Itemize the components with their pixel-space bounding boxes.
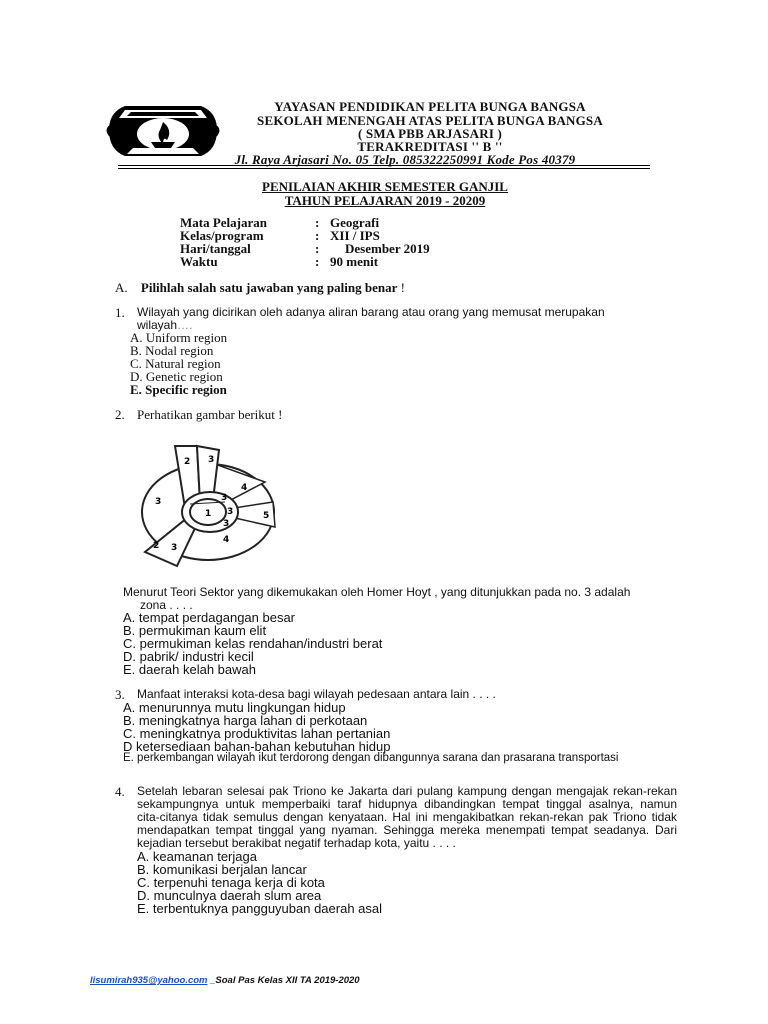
question-text: Setelah lebaran selesai pak Triono ke Jakarta dari pulang kampung dengan mengajak rekan-rekan (137, 784, 677, 798)
diagram-label: 3 (223, 519, 230, 529)
option[interactable]: A. keamanan terjaga (137, 849, 257, 864)
question-number: 1. (115, 305, 125, 320)
diagram-label: 1 (205, 509, 212, 519)
diagram-label: 3 (227, 507, 234, 517)
info-value: XII / IPS (330, 228, 380, 243)
diagram-label: 2 (184, 457, 191, 467)
footer-email-link[interactable]: lisumirah935@yahoo.com (90, 975, 208, 986)
diagram-label: 5 (263, 511, 270, 521)
info-value: Desember 2019 (345, 241, 430, 256)
option[interactable]: C. meningkatnya produktivitas lahan pertanian (123, 726, 391, 741)
question-text: sekampungnya untuk memperbaiki taraf hidupnya dibandingkan tempat tinggal asalnya, namun (137, 797, 677, 811)
option[interactable]: C. terpenuhi tenaga kerja di kota (137, 875, 325, 890)
info-colon: : (315, 215, 320, 230)
option[interactable]: C. Natural region (130, 356, 221, 371)
question-text-cont: zona . . . . (140, 598, 193, 612)
option[interactable] (130, 382, 227, 398)
question-number: 4. (115, 784, 125, 799)
sector-model-diagram (135, 442, 293, 570)
diagram-label: 3 (155, 497, 162, 507)
header-address: Jl. Raya Arjasari No. 05 Telp. 085322250991 Kode Pos 40379 (234, 152, 576, 167)
question-dots: …. (177, 318, 193, 332)
question-text: kejadian tersebut berakibat negatif terhadap kota, yaitu . . . . (137, 836, 456, 850)
info-value: Geografi (330, 215, 380, 230)
exam-year: TAHUN PELAJARAN 2019 - 20209 (284, 193, 486, 208)
option[interactable]: C. permukiman kelas rendahan/industri berat (123, 636, 383, 651)
info-label: Mata Pelajaran (180, 215, 268, 230)
option[interactable]: B. komunikasi berjalan lancar (137, 862, 307, 877)
option[interactable]: D. munculnya daerah slum area (137, 888, 322, 903)
option[interactable]: D. Genetic region (130, 369, 223, 384)
header-rule (118, 165, 650, 166)
info-label: Kelas/program (180, 228, 264, 243)
instruction (115, 280, 405, 296)
info-colon: : (315, 228, 320, 243)
exam-title: PENILAIAN AKHIR SEMESTER GANJIL (262, 179, 508, 194)
option[interactable]: D. pabrik/ industri kecil (123, 649, 254, 664)
option[interactable]: E. terbentuknya pangguyuban daerah asal (137, 901, 383, 916)
header-accreditation: TERAKREDITASI '' B '' (357, 139, 503, 154)
option[interactable]: A. tempat perdagangan besar (123, 610, 296, 625)
option[interactable]: B. meningkatnya harga lahan di perkotaan (123, 713, 368, 728)
header-rule-thin (118, 168, 650, 169)
option[interactable]: A. Uniform region (130, 330, 228, 345)
instruction-letter: A. (115, 280, 128, 295)
info-label: Hari/tanggal (180, 241, 251, 256)
footer-text: _Soal Pas Kelas XII TA 2019-2020 (207, 975, 360, 986)
info-label: Waktu (180, 254, 218, 269)
option[interactable]: E. perkembangan wilayah ikut terdorong dengan dibangunnya sarana dan prasarana transportasi (123, 752, 619, 764)
diagram-label: 3 (208, 455, 215, 465)
instruction-mark: ! (397, 280, 405, 295)
question-number: 3. (115, 687, 125, 702)
diagram-label: 4 (241, 483, 248, 493)
question-text-word: wilayah (137, 318, 178, 332)
option[interactable]: A. menurunnya mutu lingkungan hidup (123, 700, 346, 715)
instruction-text: Pilihlah salah satu jawaban yang paling benar (140, 280, 398, 295)
diagram-label: 3 (171, 543, 178, 553)
header-foundation: YAYASAN PENDIDIKAN PELITA BUNGA BANGSA (274, 99, 586, 114)
header-school-short: ( SMA PBB ARJASARI ) (357, 126, 503, 141)
option[interactable]: D ketersediaan bahan-bahan kebutuhan hidup (123, 739, 391, 754)
info-colon: : (315, 254, 320, 269)
question-text: mendapatkan tempat tinggal yang nyaman. Sehingga mereka menempati tempat seadanya. Dari (137, 823, 677, 837)
header-school: SEKOLAH MENENGAH ATAS PELITA BUNGA BANGSA (257, 113, 603, 128)
option[interactable]: E. daerah kelah bawah (123, 662, 256, 677)
question-text: Wilayah yang dicirikan oleh adanya aliran barang atau orang yang memusat merupakan (137, 305, 605, 319)
option[interactable]: B. permukiman kaum elit (123, 623, 267, 638)
option-label: E. Specific region (130, 382, 227, 397)
question-text: Manfaat interaksi kota-desa bagi wilayah pedesaan antara lain . . . . (137, 687, 496, 701)
option[interactable]: B. Nodal region (130, 343, 214, 358)
question-number: 2. (115, 407, 125, 422)
diagram-label: 2 (153, 541, 160, 551)
question-text: cita-citanya tidak semulus dengan kenyataan. Hal ini mengakibatkan rekan-rekan pak Triono tidak (137, 810, 677, 824)
diagram-label: 4 (223, 535, 230, 545)
info-colon: : (315, 241, 320, 256)
question-text: Menurut Teori Sektor yang dikemukakan oleh Homer Hoyt , yang ditunjukkan pada no. 3 adalah (123, 585, 631, 599)
diagram-label: 3 (221, 493, 228, 503)
footer (90, 975, 360, 986)
info-value: 90 menit (330, 254, 379, 269)
question-text: Perhatikan gambar berikut ! (137, 407, 283, 422)
